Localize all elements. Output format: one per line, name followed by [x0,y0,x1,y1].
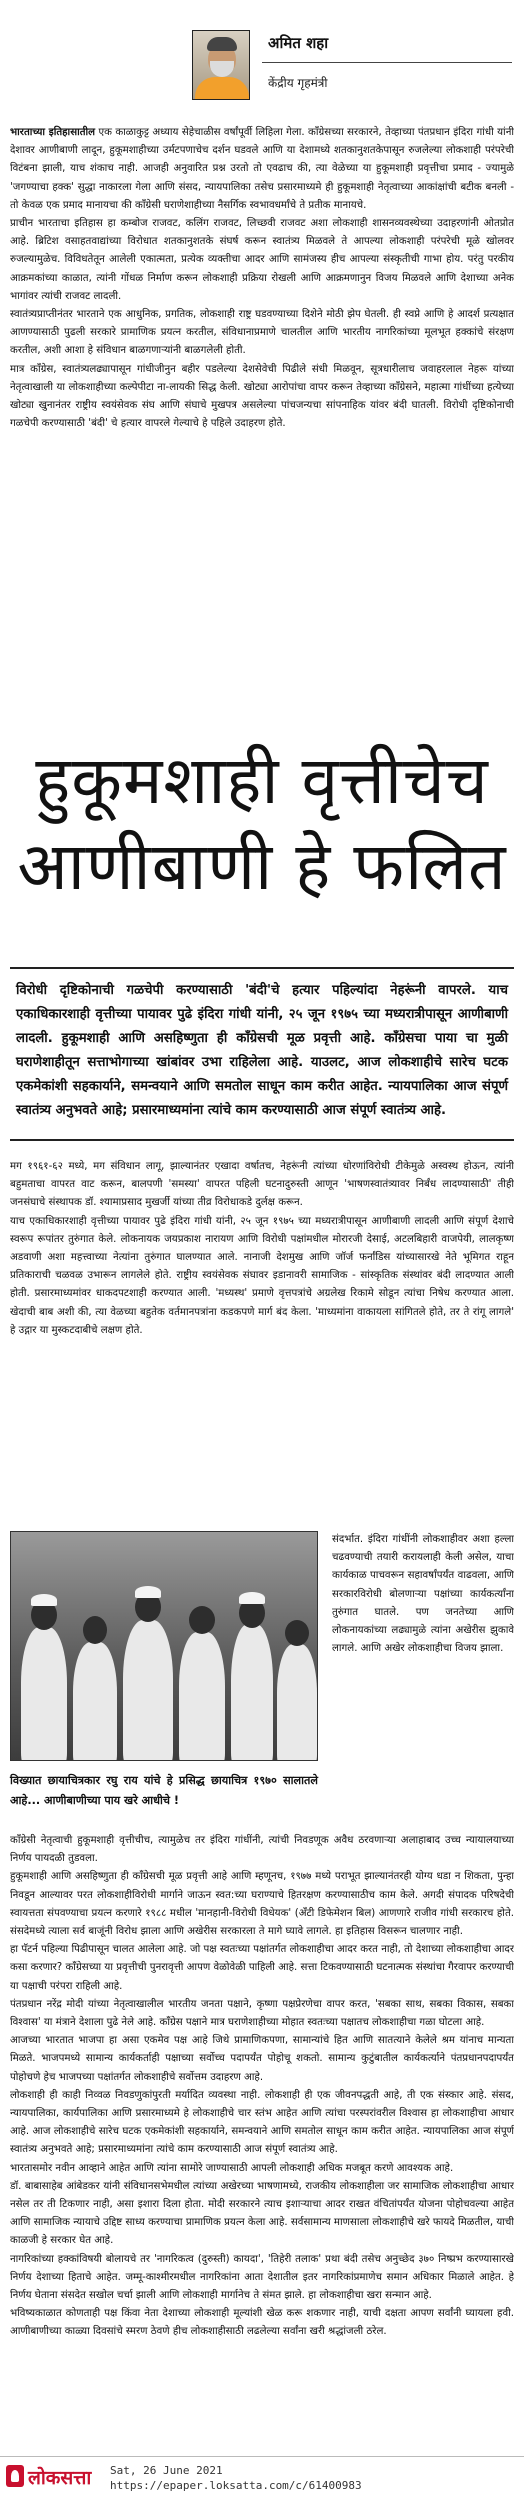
mid-paragraph-1: मग १९६१-६२ मध्ये, मग संविधान लागू, झाल्यानंतर एखादा वर्षातच, नेहरूंनी त्यांच्या धोरणांविरोधी टीकेमुळे अस्वस्थ होऊन, त्यांनी बहुमताचा वापरत वाट करून, बालपणी 'समस्या' वापरत पहिली घटनादुरुस्ती आणून 'भाषणस्वातंत्र्यावर निर्बंध लादण्यासाठी' तीही जनसंघाचे संस्थापक डॉ. श्यामाप्रसाद मुखर्जी यांच्या तीव्र विरोधाकडे दुर्लक्ष करून. [10,1161,514,1209]
intro-paragraph-3: स्वातंत्र्यप्राप्तीनंतर भारताने एक आधुनिक, प्रगतिक, लोकशाही राष्ट्र घडवण्याच्या दिशेने मोठी झेप घेतली. ही स्वप्ने आणि हे आदर्श प्रत्यक्षात आणण्यासाठी पुढली सरकारे प्रामाणिक प्रयत्न करतील, संविधानाप्रमाणे चालतील आणि भारतीय नागरिकांच्या मूलभूत हक्कांचे संरक्षण करतील, अशी आशा हे संविधान बाळगणाऱ्यांनी बाळगलेली होती. [10,309,514,357]
edition-date: Sat, 26 June 2021 [110,2464,223,2477]
side-column-text: संदर्भात. इंदिरा गांधींनी लोकशाहीवर अशा हल्ला चढवण्याची तयारी करायलाही केली असेल, याचा कार्यकाळ पाचवरून सहावर्षांपर्यंत वाढवला, आणि सरकारविरोधी बोलणाऱ्या पक्षांच्या कार्यकर्त्यांना तुरुंगात घातले. पण जनतेच्या आणि लोकनायकांच्या लढ्यामुळे त्यांना अखेरीस झुकावे लागले. आणि अखेर लोकशाहीचा विजय झाला. [332,1534,514,1655]
intro-lead: भारताच्या इतिहासातील [10,127,96,138]
byline-divider [262,62,512,63]
author-byline [0,0,524,122]
mid-paragraph-2: याच एकाधिकारशाही वृत्तीच्या पायावर पुढे इंदिरा गांधी यांनी, २५ जून १९७५ च्या मध्यरात्रीपासून आणीबाणी लादली आणि संपूर्ण देशाचे स्वरूप रूपांतर तुरुंगात केले. लोकनायक जयप्रकाश नारायण आणि विरोधी पक्षांमधील मोरारजी देसाई, अटलबिहारी वाजपेयी, लालकृष्ण अडवाणी अशा महत्त्वाच्या नेत्यांना तुरुंगात घालण्यात आले. नानाजी देशमुख आणि जॉर्ज फर्नांडिस यांच्यासारखे नेते भूमिगत राहून प्रतिकाराची चळवळ उभारून लागलेले होते. राष्ट्रीय स्वयंसेवक संघावर इडानावरी सामाजिक - सांस्कृतिक संस्थांवर बंदी लादण्यात आली होती. प्रसारमाध्यमांवर धाकदपटशाही करण्यात आली. 'मध्यस्थ' प्रमाणे वृत्तपत्रांचे अग्रलेख रिकामे सोडून त्यांचा निषेध करण्यात आला. खेदाची बाब अशी की, त्या वेळच्या बहुतेक वर्तमानपत्रांना कडकपणे मार्ग बंद केला. 'माध्यमांना वाकायला सांगितले होते, तर ते रांगू लागले' हे उद्गार या मुस्कटदाबीचे लक्षण होते. [10,1215,514,1336]
author-role: केंद्रीय गृहमंत्री [268,76,328,90]
mid-text [10,1158,514,1524]
photo-caption: विख्यात छायाचित्रकार रघु राय यांचे हे प्रसिद्ध छायाचित्र १९७० सालातले आहे... आणीबाणीच्या पाय खरे आधीचे ! [10,1774,318,1807]
intro-paragraph-2: प्राचीन भारताचा इतिहास हा कम्बोज राजवट, कलिंग राजवट, लिच्छवी राजवट अशा लोकशाही शासनव्यवस्थेच्या उदाहरणांनी ओतप्रोत आहे. ब्रिटिश वसाहतवाद्यांच्या विरोधात शतकानुशतके संघर्ष करून स्वातंत्र्य मिळवले ते आपल्या लोकशाही परंपरेची मूळे खोलवर रुजल्यामुळेच. विविधतेतून आलेली एकात्मता, प्रत्येक व्यक्तीचा आदर आणि सामंजस्य हीच आपल्या संस्कृतीची गाभा होय. परंतु परकीय आक्रमकांच्या काळात, त्यांनी गोंधळ निर्माण करून लोकशाही प्रक्रिया रोखली आणि आक्रमणानुन विजय मिळवले आणि देशाच्या अनेक भागांवर त्यांची राजवट लादली. [10,218,514,302]
lower-paragraph-6: लोकशाही ही काही निव्वळ निवडणुकांपुरती मर्यादित व्यवस्था नाही. लोकशाही ही एक जीवनपद्धती आहे, ती एक संस्कार आहे. संसद, न्यायपालिका, कार्यपालिका आणि प्रसारमाध्यमे हे लोकशाहीचे चार स्तंभ आहेत आणि त्यांचा परस्परांवरील विश्वास हा लोकशाहीचा आधार आहे. आज लोकशाहीचे सारेच घटक एकमेकांशी सहकार्याने, समन्वयाने आणि समतोल साधून काम करीत आहेत. न्यायपालिका आज संपूर्ण स्वातंत्र्य अनुभवते आहे; प्रसारमाध्यमांना त्यांचे काम करण्यासाठी आज संपूर्ण स्वातंत्र्य आहे. [10,2089,514,2156]
intro-text [10,124,514,730]
lower-paragraph-2: हुकूमशाही आणि असहिष्णुता ही काँग्रेसची मूळ प्रवृत्ती आहे आणि म्हणूनच, १९७७ मध्ये पराभूत झाल्यानंतरही योग्य धडा न शिकता, पुन्हा निवडून आल्यावर परत लोकशाहीविरोधी मार्गाने जाऊन स्वत:च्या घराण्याचे हितरक्षण करण्यासाठीच काम केले. अगदी संपादक परिषदेची स्वायत्तता संपवण्याचा प्रयत्न करणारे १९८८ मधील 'मानहानी-विरोधी विधेयक' (अँटी डिफेमेशन बिल) आणणारे राजीव गांधी सरकारच होते. संसदेमध्ये त्याला सर्व बाजूंनी विरोध झाला आणि अखेरीस सरकारला ते मागे घ्यावे लागले. हा इतिहास विसरून चालणार नाही. [10,1871,514,1938]
author-photo [192,30,250,100]
author-name: अमित शहा [268,34,329,52]
lower-paragraph-3: हा पॅटर्न पहिल्या पिढीपासून चालत आलेला आहे. जो पक्ष स्वतःच्या पक्षांतर्गत लोकशाहीचा आदर करत नाही, तो देशाच्या लोकशाहीचा आदर कसा करणार? काँग्रेसच्या या प्रवृत्तीची पुनरावृत्ती आपण वेळोवेळी पाहिली आहे. सत्ता टिकवण्यासाठी घटनात्मक संस्थांचा गैरवापर करण्याची या पक्षाची परंपरा राहिली आहे. [10,1944,514,1992]
headline-line-1: हुकूमशाही वृत्तीचेच [35,742,489,819]
intro-paragraph-4: मात्र काँग्रेस, स्वातंत्र्यलढ्यापासून गांधीजीनुन बहीर पडलेल्या देशसेवेची पिढीले संधी मिळवून, सूत्रधारीलाच जवाहरलाल नेहरू यांच्या नेतृत्वाखाली या लोकशाहीच्या कल्पेपीटा ना-लायकी सिद्ध केली. खोट्या आरोपांचा वापर करून तेव्हाच्या काँग्रेसने, महात्मा गांधींच्या हत्येच्या खोट्या खुनानंतर राष्ट्रीय स्वयंसेवक संघ आणि संघाचे मुखपत्र असलेल्या पांचजन्यचा सांपनाहिक यांवर बंदी घातली. विरोधी दृष्टिकोनाची गळचेपी करण्यासाठी 'बंदी' चे हत्यार वापरले गेल्याचे हे पहिले उदाहरण होते. [10,363,514,430]
epaper-footer [0,2456,524,2497]
lower-text [10,1832,514,2448]
lower-paragraph-9: नागरिकांच्या हक्कांविषयी बोलायचे तर 'नागरिकत्व (दुरुस्ती) कायदा', 'तिहेरी तलाक' प्रथा बंदी तसेच अनुच्छेद ३७० निष्प्रभ करण्यासारखे निर्णय देशाच्या हिताचे आहेत. जम्मू-काश्मीरमधील नागरिकांना आता देशातील इतर नागरिकांप्रमाणेच समान अधिकार मिळाले आहेत. हे निर्णय घेताना संसदेत सखोल चर्चा झाली आणि लोकशाही मार्गानेच ते संमत झाले. हा लोकशाहीचा खरा सन्मान आहे. [10,2253,514,2302]
epaper-url-link[interactable]: https://epaper.loksatta.com/c/61400983 [110,2479,362,2492]
pull-quote: विरोधी दृष्टिकोनाची गळचेपी करण्यासाठी 'बंदी'चे हत्यार पहिल्यांदा नेहरूंनी वापरले. याच एकाधिकारशाही वृत्तीच्या पायावर पुढे इंदिरा गांधी यांनी, २५ जून १९७५ च्या मध्यरात्रीपासून आणीबाणी लादली. हुकूमशाही आणि असहिष्णुता ही काँग्रेसची मूळ प्रवृत्ती आहे. काँग्रेसचा पाया चा मुळी घराणेशाहीतून सत्ताभोगाच्या खांबांवर उभा राहिलेला आहे. याउलट, आज लोकशाहीचे सारेच घटक एकमेकांशी सहकार्याने, समन्वयाने आणि समतोल साधून काम करीत आहेत. न्यायपालिका आज संपूर्ण स्वातंत्र्य अनुभवते आहे; प्रसारमाध्यमांना त्यांचे काम करण्यासाठी आज संपूर्ण स्वातंत्र्य आहे. [10,967,514,1141]
lower-paragraph-5: आजच्या भारतात भाजपा हा असा एकमेव पक्ष आहे जिथे प्रामाणिकपणा, सामान्यांचे हित आणि सातत्याने केलेले श्रम यांनाच मान्यता मिळते. भाजपमध्ये सामान्य कार्यकर्ताही पक्षाच्या सर्वोच्च पदापर्यंत पोहोचू शकतो. सामान्य कुटुंबातील कार्यकर्त्याने पंतप्रधानपदापर्यंत पोहोचणे हेच भाजपच्या पक्षांतर्गत लोकशाहीचे सर्वोत्तम उदाहरण आहे. [10,2035,514,2083]
loksatta-logo-text: लोकसत्ता [28,2467,92,2489]
headline [10,738,514,910]
headline-line-2: आणीबाणी हे फलित [17,828,507,905]
intro-paragraph-1: एक काळाकुट्ट अध्याय सेहेचाळीस वर्षांपूर्वी लिहिला गेला. काँग्रेसच्या सरकारने, तेव्हाच्या पंतप्रधान इंदिरा गांधी यांनी देशावर आणीबाणी लादून, हुकूमशाहीच्या उर्मटपणाचेच दर्शन घडवले आणि या देशामध्ये शतकानुशतकेपासून रुजलेल्या लोकशाही परंपरेची विटंबना झाली, याच शंकाच नाही. आजही अनुवारित प्रश्न उरतो तो एवढाच की, त्या वेळेच्या या हुकूमशाही प्रवृत्तीचा प्रमाद - ज्यामुळे 'जगण्याचा हक्क' सुद्धा नाकारला गेला आणि संसद, न्यायपालिका तसेच प्रसारमाध्यमे ही हुकूमशाही नेतृत्वाच्या आकांक्षांची बटीक बनली - तो केवळ एक प्रमाद मानायचा की काँग्रेसी घराणेशाहीच्या नैसर्गिक स्वभावधर्मांचे ते प्रतीक मानायचे. [10,127,514,211]
lower-paragraph-1: काँग्रेसी नेतृत्वाची हुकूमशाही वृत्तीचीच, त्यामुळेच तर इंदिरा गांधींनी, त्यांची निवडणूक अवैध ठरवणाऱ्या अलाहाबाद उच्च न्यायालयाच्या निर्णय पायदळी तुडवला. [10,1835,514,1865]
lower-paragraph-8: डॉ. बाबासाहेब आंबेडकर यांनी संविधानसभेमधील त्यांच्या अखेरच्या भाषणामध्ये, राजकीय लोकशाहीला जर सामाजिक लोकशाहीचा आधार नसेल तर ती टिकणार नाही, असा इशारा दिला होता. मोदी सरकारने त्याच इशाऱ्याचा आदर राखत वंचितांपर्यंत योजना पोहोचवल्या आहेत आणि सामाजिक न्यायाचे उद्दिष्ट साध्य करण्याचा प्रामाणिक प्रयत्न केला आहे. सर्वसामान्य माणसाला लोकशाहीचे खरे फायदे मिळतील, याची काळजी हे सरकार घेत आहे. [10,2180,514,2247]
lower-paragraph-7: भारतासमोर नवीन आव्हाने आहेत आणि त्यांना सामोरे जाण्यासाठी आपली लोकशाही अधिक मजबूत करणे आवश्यक आहे. [10,2162,454,2174]
loksatta-logo-icon [6,2465,24,2487]
lower-paragraph-4: पंतप्रधान नरेंद्र मोदी यांच्या नेतृत्वाखालील भारतीय जनता पक्षाने, कृष्णा पक्षप्रेरणेचा वापर करत, 'सबका साथ, सबका विकास, सबका विश्वास' या मंत्राने देशाला पुढे नेले आहे. काँग्रेस पक्षाने मात्र घराणेशाहीच्या मोहात स्वतःच्या पक्षातच लोकशाहीचा गळा घोटला आहे. [10,1998,514,2029]
news-photo [10,1531,318,1761]
lower-paragraph-10: भविष्यकाळात कोणताही पक्ष किंवा नेता देशाच्या लोकशाही मूल्यांशी खेळ करू शकणार नाही, याची दक्षता आपण सर्वांनी घ्यायला हवी. आणीबाणीच्या काळ्या दिवसांचे स्मरण ठेवणे हीच लोकशाहीसाठी लढलेल्या सर्वांना खरी श्रद्धांजली ठरेल. [10,2308,514,2338]
